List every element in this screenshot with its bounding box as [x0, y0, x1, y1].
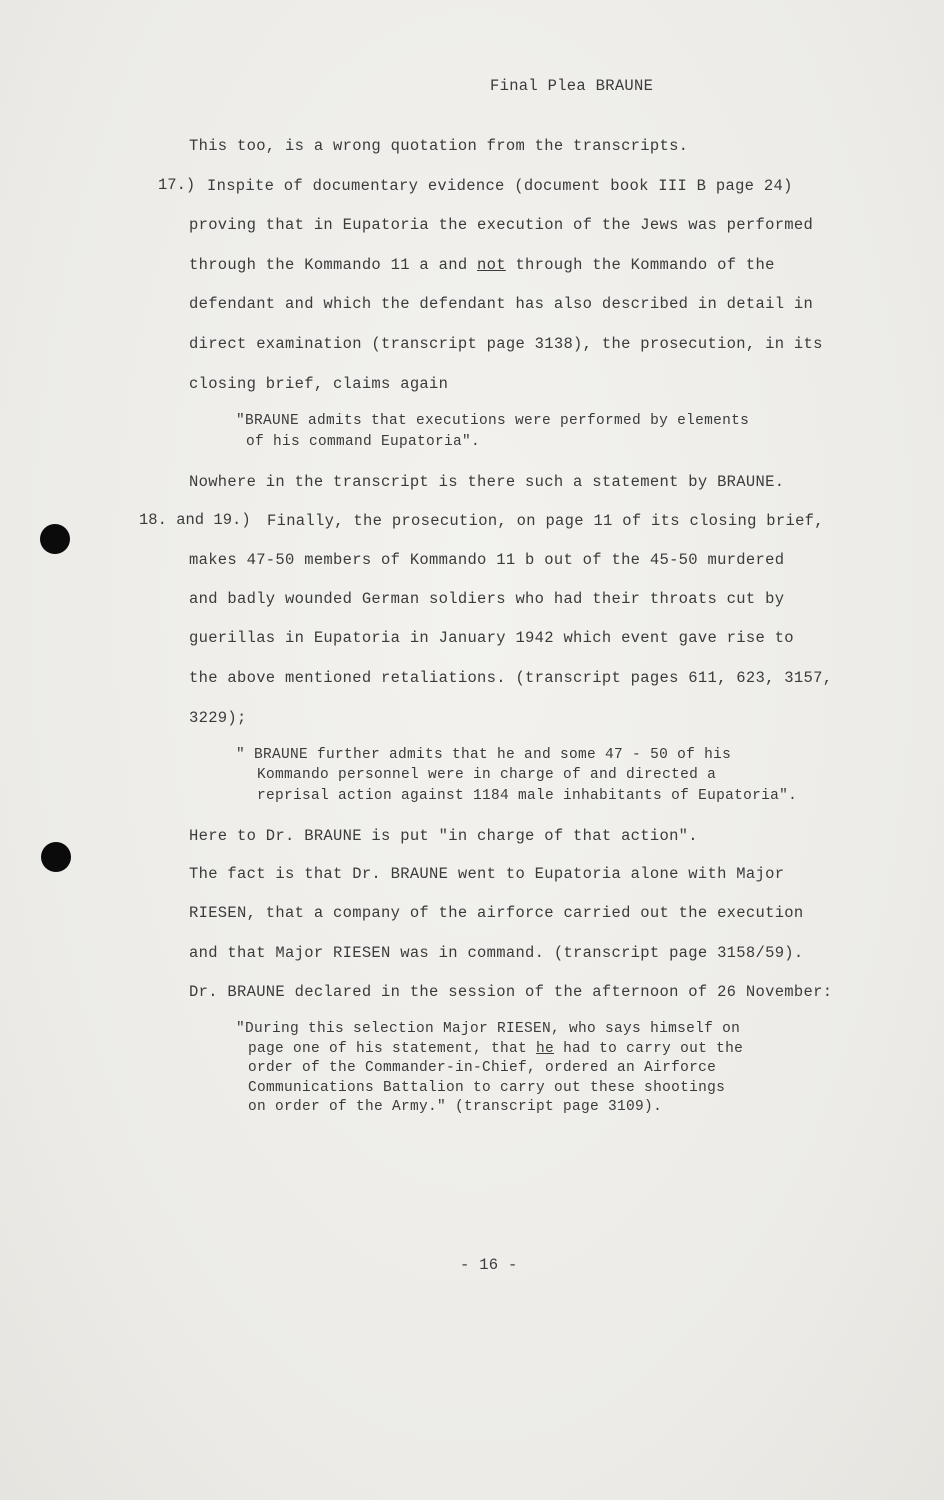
paragraph-number-17: 17.)	[158, 176, 196, 194]
page-header: Final Plea BRAUNE	[490, 77, 654, 95]
quote-line: reprisal action against 1184 male inhabitants of Eupatoria".	[257, 788, 798, 804]
text-line: proving that in Eupatoria the execution of the Jews was performed	[189, 216, 814, 234]
text-line: and that Major RIESEN was in command. (transcript page 3158/59).	[189, 944, 804, 962]
punch-hole	[40, 524, 70, 554]
text-segment: through the Kommando of the	[505, 256, 775, 274]
text-line: defendant and which the defendant has also described in detail in	[189, 295, 814, 313]
text-line: The fact is that Dr. BRAUNE went to Eupatoria alone with Major	[189, 865, 785, 883]
text-line	[189, 255, 775, 275]
text-line: makes 47-50 members of Kommando 11 b out of the 45-50 murdered	[189, 551, 785, 569]
text-segment: through the Kommando 11 a and	[189, 256, 478, 274]
quote-line: Communications Battalion to carry out these shootings	[248, 1080, 726, 1096]
text-line: the above mentioned retaliations. (transcript pages 611, 623, 3157,	[189, 669, 833, 687]
text-line: closing brief, claims again	[189, 375, 449, 393]
text-line: Dr. BRAUNE declared in the session of the afternoon of 26 November:	[189, 983, 833, 1001]
text-line: 3229);	[189, 709, 247, 727]
page-number: - 16 -	[460, 1256, 518, 1274]
text-line: This too, is a wrong quotation from the transcripts.	[189, 137, 689, 155]
text-line: Inspite of documentary evidence (document book III B page 24)	[207, 177, 793, 195]
quote-line: of his command Eupatoria".	[246, 434, 481, 450]
text-line: Here to Dr. BRAUNE is put "in charge of that action".	[189, 827, 698, 845]
text-segment: had to carry out the	[554, 1041, 744, 1057]
text-line: direct examination (transcript page 3138), the prosecution, in its	[189, 335, 823, 353]
text-line: Nowhere in the transcript is there such a statement by BRAUNE.	[189, 473, 785, 491]
text-line: guerillas in Eupatoria in January 1942 which event gave rise to	[189, 629, 794, 647]
quote-line	[248, 1040, 743, 1059]
text-segment: page one of his statement, that	[248, 1041, 537, 1057]
paragraph-number-18-19: 18. and 19.)	[139, 511, 251, 529]
quote-line: "BRAUNE admits that executions were performed by elements	[236, 413, 750, 429]
underlined-word: he	[536, 1041, 555, 1057]
text-line: RIESEN, that a company of the airforce carried out the execution	[189, 904, 804, 922]
text-line: Finally, the prosecution, on page 11 of its closing brief,	[267, 512, 824, 530]
quote-line: " BRAUNE further admits that he and some 47 - 50 of his	[236, 747, 732, 763]
underlined-word: not	[477, 256, 506, 274]
punch-hole	[41, 842, 71, 872]
text-line: and badly wounded German soldiers who had their throats cut by	[189, 590, 785, 608]
quote-line: order of the Commander-in-Chief, ordered an Airforce	[248, 1060, 717, 1076]
quote-line: Kommando personnel were in charge of and directed a	[257, 767, 717, 783]
quote-line: "During this selection Major RIESEN, who says himself on	[236, 1021, 741, 1037]
quote-line: on order of the Army." (transcript page 3109).	[248, 1099, 663, 1115]
